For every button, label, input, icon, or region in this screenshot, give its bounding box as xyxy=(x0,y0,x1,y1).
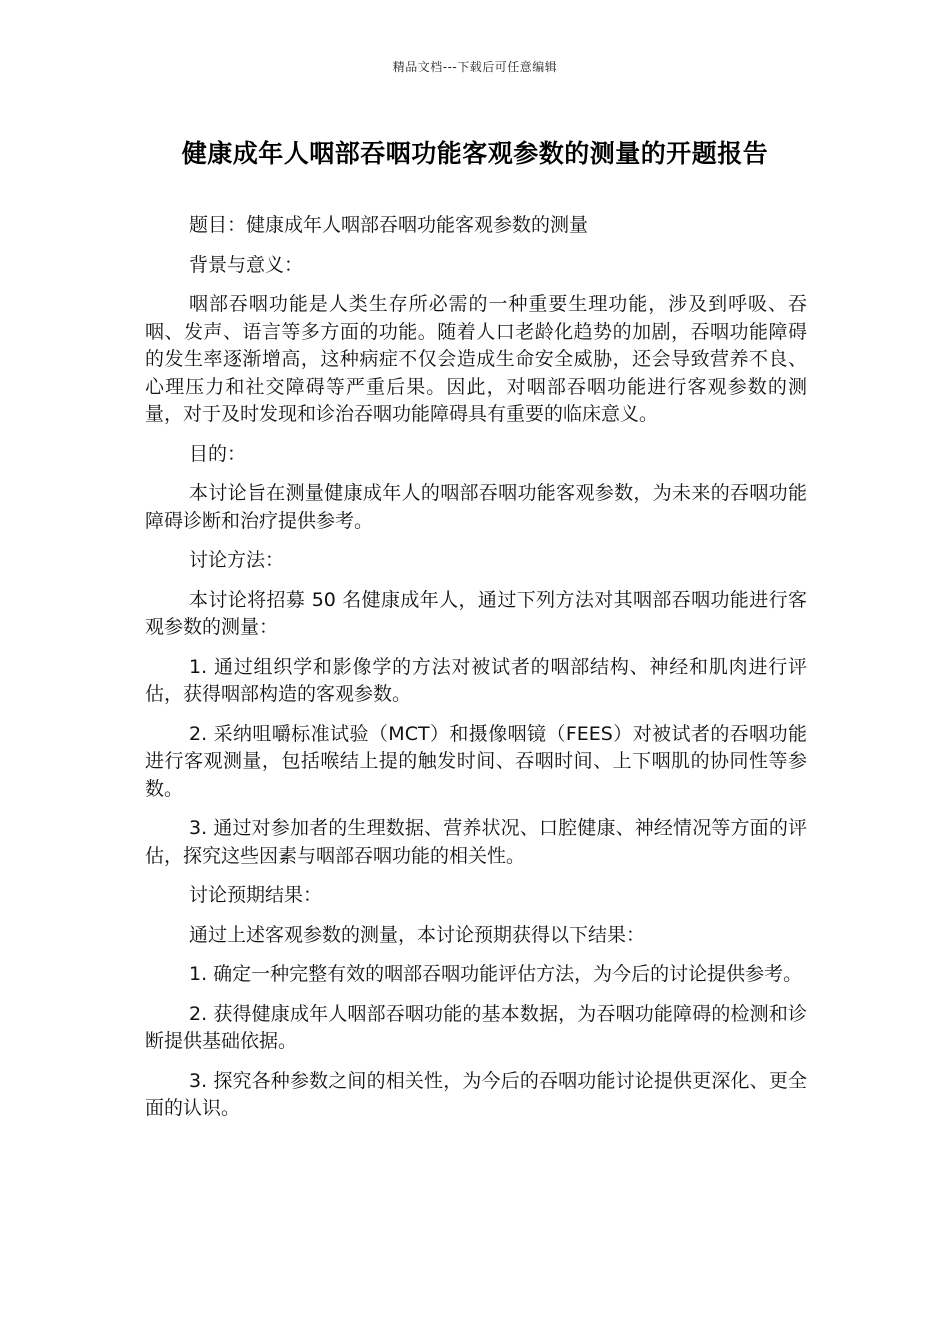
paragraph-purpose: 本讨论旨在测量健康成年人的咽部吞咽功能客观参数，为未来的吞咽功能障碍诊断和治疗提供参考。 xyxy=(145,482,807,532)
paragraph-methods-intro: 本讨论将招募 50 名健康成年人，通过下列方法对其咽部吞咽功能进行客观参数的测量： xyxy=(145,588,807,638)
paragraph-result-3: 3. 探究各种参数之间的相关性，为今后的吞咽功能讨论提供更深化、更全面的认识。 xyxy=(145,1069,807,1119)
paragraph-results-intro: 通过上述客观参数的测量，本讨论预期获得以下结果： xyxy=(189,923,646,946)
heading-background: 背景与意义： xyxy=(189,253,304,276)
paragraph-subject: 题目：健康成年人咽部吞咽功能客观参数的测量 xyxy=(189,214,589,236)
heading-purpose: 目的： xyxy=(189,442,247,465)
paragraph-method-3: 3. 通过对参加者的生理数据、营养状况、口腔健康、神经情况等方面的评估，探究这些因素与咽部吞咽功能的相关性。 xyxy=(145,817,807,867)
paragraph-background: 咽部吞咽功能是人类生存所必需的一种重要生理功能，涉及到呼吸、吞咽、发声、语言等多方面的功能。随着人口老龄化趋势的加剧，吞咽功能障碍的发生率逐渐增高，这种病症不仅会造成生命安全威胁，还会导致营养不良、心理压力和社交障碍等严重后果。因此，对咽部吞咽功能进行客观参数的测量，对于及时发现和诊治吞咽功能障碍具有重要的临床意义。 xyxy=(145,293,807,425)
paragraph-method-2: 2. 采纳咀嚼标准试验（MCT）和摄像咽镜（FEES）对被试者的吞咽功能进行客观测量，包括喉结上提的触发时间、吞咽时间、上下咽肌的协同性等参数。 xyxy=(145,722,807,800)
heading-methods: 讨论方法： xyxy=(189,549,285,571)
paragraph-method-1: 1. 通过组织学和影像学的方法对被试者的咽部结构、神经和肌肉进行评估，获得咽部构造的客观参数。 xyxy=(145,655,807,705)
document-title: 健康成年人咽部吞咽功能客观参数的测量的开题报告 xyxy=(181,139,769,168)
document-body xyxy=(145,212,807,1135)
paragraph-result-2: 2. 获得健康成年人咽部吞咽功能的基本数据，为吞咽功能障碍的检测和诊断提供基础依据。 xyxy=(145,1002,807,1052)
paragraph-result-1: 1. 确定一种完整有效的咽部吞咽功能评估方法，为今后的讨论提供参考。 xyxy=(189,963,803,985)
heading-expected-results: 讨论预期结果： xyxy=(189,884,323,906)
header-note: 精品文档---下载后可任意编辑 xyxy=(392,60,558,74)
